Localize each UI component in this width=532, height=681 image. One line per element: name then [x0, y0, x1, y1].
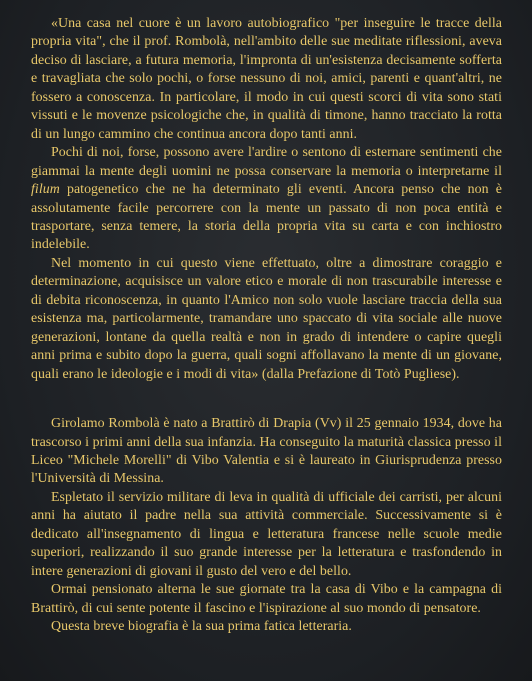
- bio-paragraph-1: Girolamo Rombolà è nato a Brattirò di Drapia (Vv) il 25 gennaio 1934, dove ha trascorso i primi anni della sua infanzia. Ha conseguito la maturità classica presso il Liceo "Michele Morelli" di Vibo Valentia e si è laureato in Giurisprudenza presso l'Università di Messina.: [31, 416, 502, 487]
- bio-paragraph-3: Ormai pensionato alterna le sue giornate tra la casa di Vibo e la campagna di Brattirò, di cui sente potente il fascino e l'ispirazione al suo mondo di pensatore.: [31, 582, 502, 616]
- preface-paragraph-2-start: Pochi di noi, forse, possono avere l'ardire o sentono di esternare sentimenti che giammai la mente degli uomini ne possa conservare la memoria o interpretarne il: [31, 145, 502, 179]
- preface-paragraph-2: [31, 144, 502, 255]
- bio-paragraph-2: Espletato il servizio militare di leva in qualità di ufficiale dei carristi, per alcuni anni ha aiutato il padre nella sua attività commerciale. Successivamente si è dedicato all'insegnamento di lingua e letteratura francese nelle scuole medie superiori, realizzando il suo grande interesse per la letteratura e trasfondendo in intere generazioni di giovani il gusto del vero e del bello.: [31, 489, 502, 579]
- preface-paragraph-3: Nel momento in cui questo viene effettuato, oltre a dimostrare coraggio e determinazione, acquisisce un valore etico e morale di non trascurabile interesse e di debita riconoscenza, in quanto l'Amico non solo vuole lasciare traccia della sua esistenza ma, particolarmente, tramandare uno spaccato di vita sociale alle nuove generazioni, lontane da quella realtà e non in grado di intendere o capire quegli anni prima e subito dopo la guerra, quali sogni affollavano la mente di un giovane, quali erano le ideologie e i modi di vita» (dalla Prefazione di Totò Pugliese).: [31, 255, 502, 382]
- preface-paragraph-1: «Una casa nel cuore è un lavoro autobiografico "per inseguire le tracce della propria vita", che il prof. Rombolà, nell'ambito delle sue meditate riflessioni, aveva deciso di lasciare, a futura memoria, l'impronta di un'esistenza decisamente sofferta e travagliata che solo pochi, o forse nessuno di noi, amici, parenti e quant'altri, ne fossero a conoscenza. In particolare, il modo in cui questi scorci di vita sono stati vissuti e le movenze psicologiche che, in qualità di timone, hanno tracciato la rotta di un lungo cammino che continua ancora dopo tanti anni.: [31, 16, 502, 142]
- preface-paragraph-2-end: patogenetico che ne ha determinato gli eventi. Ancora penso che non è assolutamente facile percorrere con la mente un passato di non poca entità e trasportare, senza temere, la storia della propria vita su carta e con inchiostro indelebile.: [31, 182, 502, 253]
- section-gap: [31, 384, 502, 415]
- filum-italic: filum: [31, 182, 60, 198]
- bio-paragraph-4: Questa breve biografia è la sua prima fatica letteraria.: [51, 619, 352, 635]
